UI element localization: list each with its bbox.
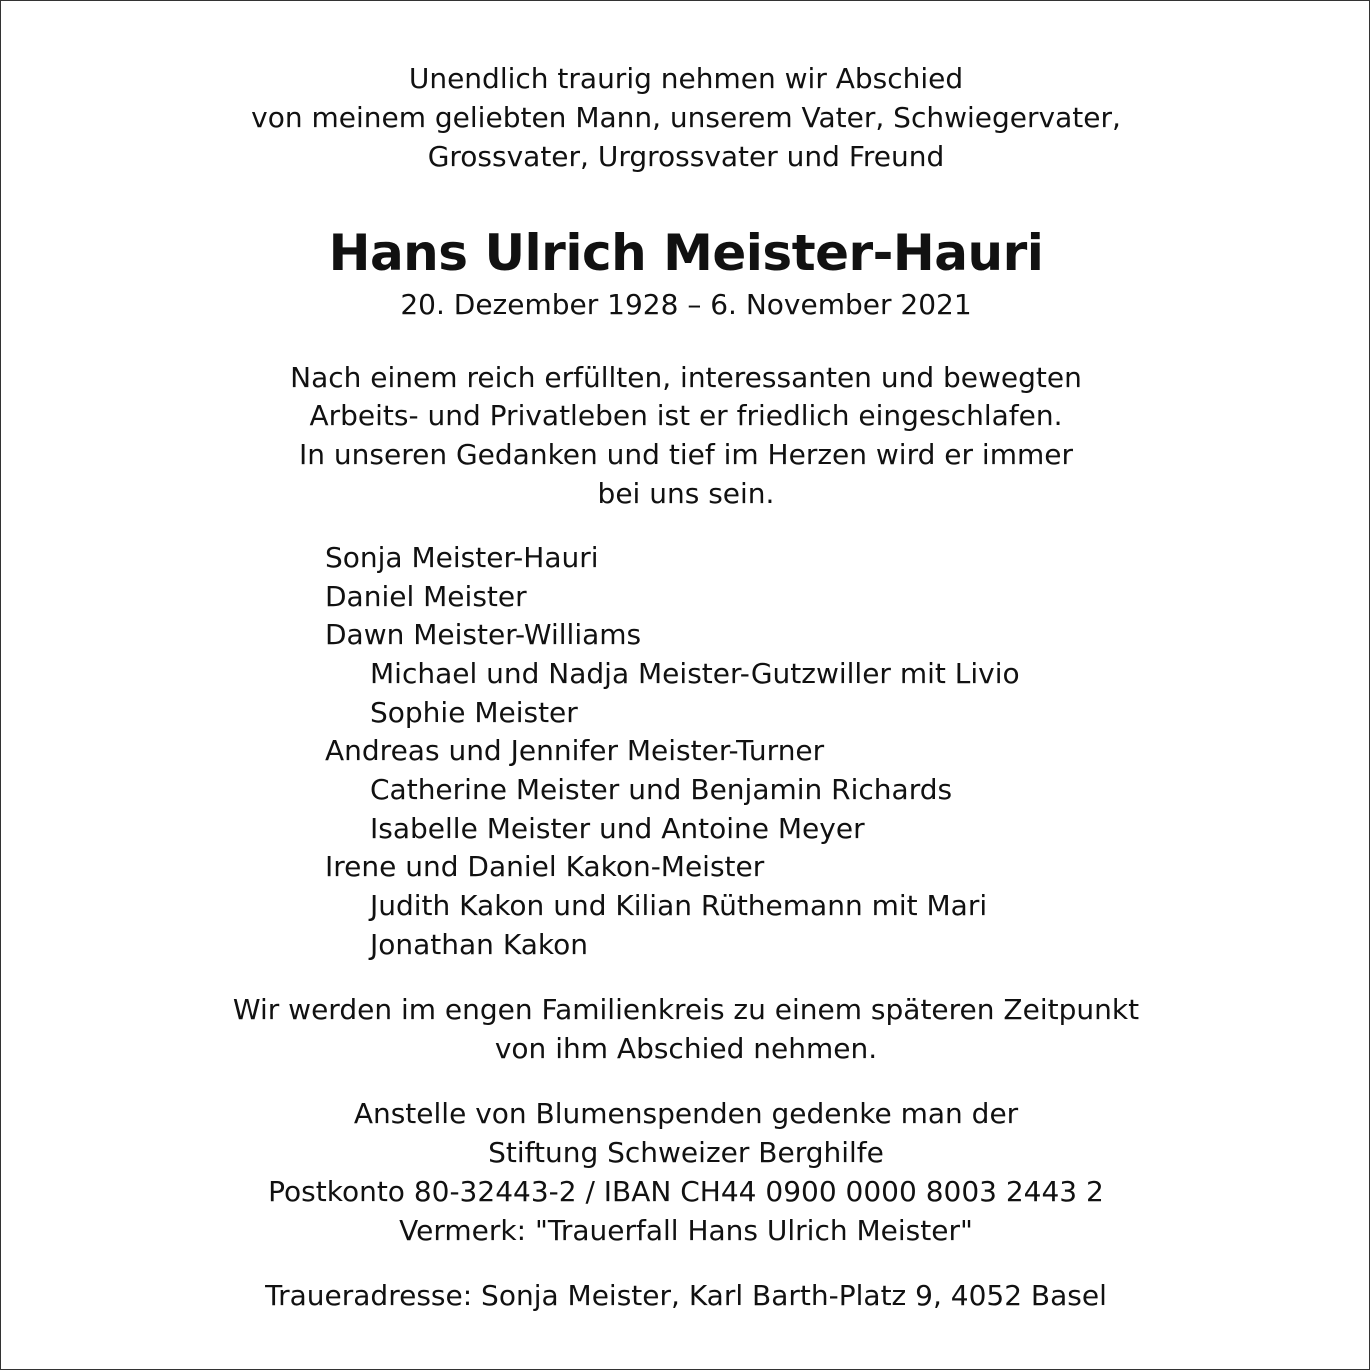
tribute-line: bei uns sein. xyxy=(597,477,775,510)
mourning-address: Traueradresse: Sonja Meister, Karl Barth-Platz 9, 4052 Basel xyxy=(265,1279,1107,1312)
mourner: Michael und Nadja Meister-Gutzwiller mit Livio xyxy=(370,657,1020,690)
donation-line: Vermerk: "Trauerfall Hans Ulrich Meister" xyxy=(399,1214,973,1247)
deceased-dates: 20. Dezember 1928 – 6. November 2021 xyxy=(400,288,972,321)
mourner: Dawn Meister-Williams xyxy=(325,618,642,651)
intro-line: von meinem geliebten Mann, unserem Vater, Schwiegervater, xyxy=(251,101,1121,134)
mourner: Catherine Meister und Benjamin Richards xyxy=(370,773,953,806)
mourner: Daniel Meister xyxy=(325,580,527,613)
mourner: Isabelle Meister und Antoine Meyer xyxy=(370,812,865,845)
tribute-line: Arbeits- und Privatleben ist er friedlich eingeschlafen. xyxy=(309,399,1063,432)
mourner: Irene und Daniel Kakon-Meister xyxy=(325,850,765,883)
mourner: Sophie Meister xyxy=(370,696,578,729)
mourner: Sonja Meister-Hauri xyxy=(325,541,599,574)
farewell-line: Wir werden im engen Familienkreis zu einem späteren Zeitpunkt xyxy=(232,993,1140,1026)
donation-line: Stiftung Schweizer Berghilfe xyxy=(488,1136,884,1169)
tribute-line: In unseren Gedanken und tief im Herzen wird er immer xyxy=(299,438,1073,471)
donation-line: Postkonto 80-32443-2 / IBAN CH44 0900 0000 8003 2443 2 xyxy=(268,1175,1104,1208)
tribute-line: Nach einem reich erfüllten, interessanten und bewegten xyxy=(290,361,1082,394)
deceased-name: Hans Ulrich Meister-Hauri xyxy=(328,224,1044,282)
farewell-line: von ihm Abschied nehmen. xyxy=(494,1032,878,1065)
mourner: Jonathan Kakon xyxy=(370,928,588,961)
intro-line: Grossvater, Urgrossvater und Freund xyxy=(427,140,945,173)
intro-line: Unendlich traurig nehmen wir Abschied xyxy=(408,62,964,95)
mourner: Andreas und Jennifer Meister-Turner xyxy=(325,734,825,767)
mourner: Judith Kakon und Kilian Rüthemann mit Mari xyxy=(370,889,988,922)
donation-line: Anstelle von Blumenspenden gedenke man der xyxy=(353,1097,1019,1130)
